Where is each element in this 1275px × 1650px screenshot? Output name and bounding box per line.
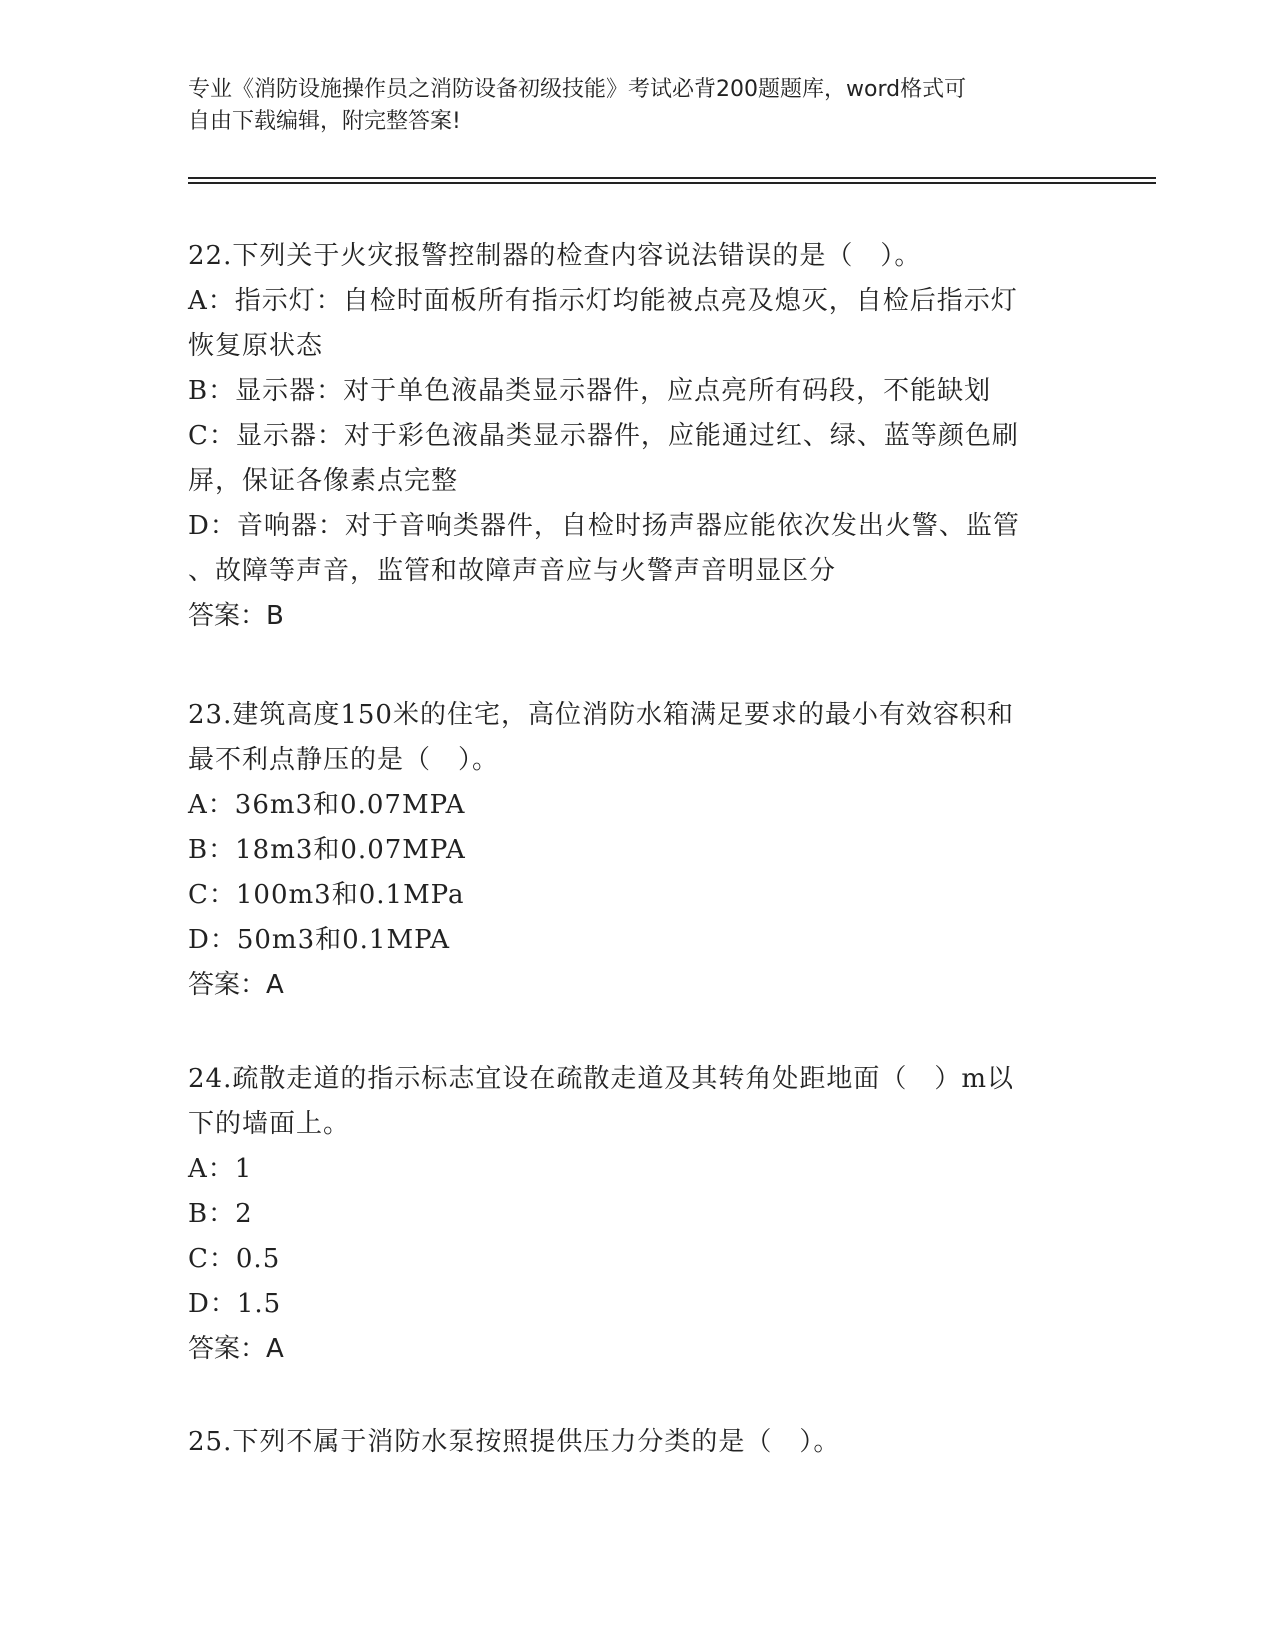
question-stem-continued: 最不利点静压的是（ ）。 bbox=[188, 745, 500, 775]
question-stem: 22.下列关于火灾报警控制器的检查内容说法错误的是（ ）。 bbox=[188, 241, 922, 271]
option-c: C：显示器：对于彩色液晶类显示器件，应能通过红、绿、蓝等颜色刷 bbox=[188, 421, 1019, 451]
option-b: B：显示器：对于单色液晶类显示器件，应点亮所有码段，不能缺划 bbox=[188, 376, 992, 406]
question-block bbox=[188, 693, 1088, 1008]
option-d: D：50m3和0.1MPA bbox=[188, 925, 450, 955]
header-line: 自由下载编辑，附完整答案! bbox=[188, 109, 461, 134]
question-stem: 25.下列不属于消防水泵按照提供压力分类的是（ ）。 bbox=[188, 1427, 841, 1457]
option-c-continued: 屏，保证各像素点完整 bbox=[188, 466, 459, 496]
header-line: 专业《消防设施操作员之消防设备初级技能》考试必背200题题库，word格式可 bbox=[188, 77, 967, 102]
question-block bbox=[188, 1420, 1088, 1465]
answer-line: 答案：A bbox=[188, 970, 284, 1000]
option-a: A：指示灯：自检时面板所有指示灯均能被点亮及熄灭，自检后指示灯 bbox=[188, 286, 1018, 316]
option-a: A：1 bbox=[188, 1154, 253, 1184]
option-a-continued: 恢复原状态 bbox=[188, 331, 324, 361]
option-d: D：音响器：对于音响类器件，自检时扬声器应能依次发出火警、监管 bbox=[188, 511, 1020, 541]
option-d-continued: 、故障等声音，监管和故障声音应与火警声音明显区分 bbox=[188, 556, 837, 586]
header-divider bbox=[188, 177, 1156, 179]
answer-line: 答案：B bbox=[188, 601, 284, 631]
option-b: B：18m3和0.07MPA bbox=[188, 835, 466, 865]
option-b: B：2 bbox=[188, 1199, 253, 1229]
question-block bbox=[188, 1057, 1088, 1372]
document-header bbox=[188, 74, 1088, 138]
option-c: C：100m3和0.1MPa bbox=[188, 880, 465, 910]
question-stem: 24.疏散走道的指示标志宜设在疏散走道及其转角处距地面（ ）m以 bbox=[188, 1064, 1015, 1094]
header-divider bbox=[188, 182, 1156, 184]
option-d: D：1.5 bbox=[188, 1289, 282, 1319]
question-stem: 23.建筑高度150米的住宅，高位消防水箱满足要求的最小有效容积和 bbox=[188, 700, 1014, 730]
answer-line: 答案：A bbox=[188, 1334, 284, 1364]
option-c: C：0.5 bbox=[188, 1244, 281, 1274]
question-block bbox=[188, 234, 1088, 639]
question-stem-continued: 下的墙面上。 bbox=[188, 1109, 351, 1139]
option-a: A：36m3和0.07MPA bbox=[188, 790, 466, 820]
